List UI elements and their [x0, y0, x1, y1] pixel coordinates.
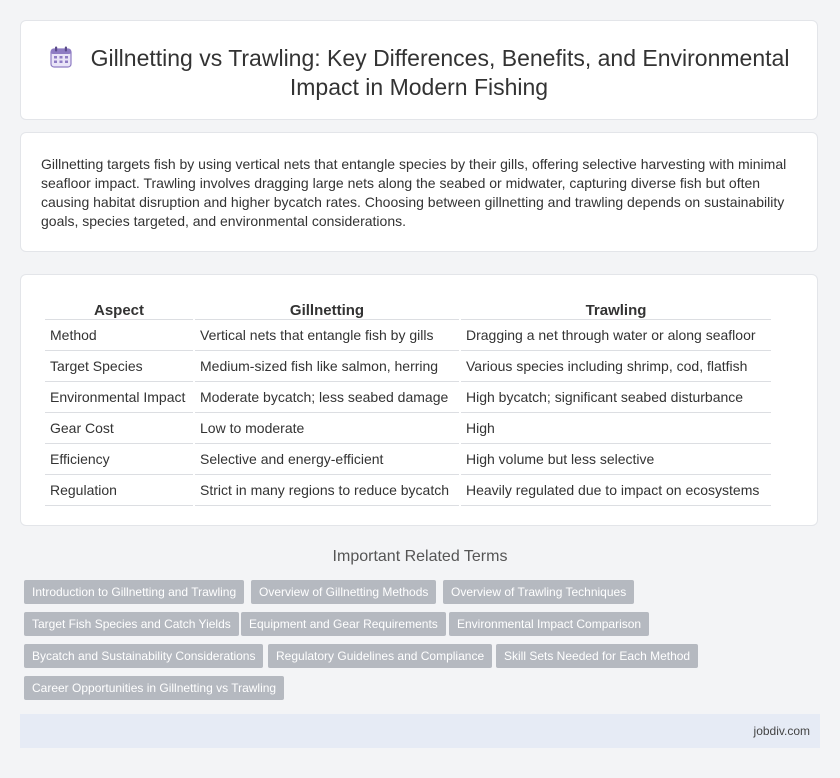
table-cell: Target Species	[45, 351, 193, 382]
table-row	[45, 351, 771, 382]
table-cell: Dragging a net through water or along seafloor	[461, 320, 771, 351]
table-cell: Strict in many regions to reduce bycatch	[195, 475, 459, 506]
title-card	[20, 20, 818, 120]
table-cell: Various species including shrimp, cod, flatfish	[461, 351, 771, 382]
table-row	[45, 475, 771, 506]
page-title	[21, 44, 817, 102]
related-tag-trawling-techniques[interactable]: Overview of Trawling Techniques	[443, 580, 634, 604]
related-tag-gillnetting-methods[interactable]: Overview of Gillnetting Methods	[251, 580, 436, 604]
related-tag-regulatory[interactable]: Regulatory Guidelines and Compliance	[268, 644, 492, 668]
table-cell: Regulation	[45, 475, 193, 506]
table-cell: High	[461, 413, 771, 444]
table-cell: Selective and energy-efficient	[195, 444, 459, 475]
related-tag-target-species[interactable]: Target Fish Species and Catch Yields	[24, 612, 239, 636]
related-tag-skill-sets[interactable]: Skill Sets Needed for Each Method	[496, 644, 698, 668]
related-tag-careers[interactable]: Career Opportunities in Gillnetting vs Trawling	[24, 676, 284, 700]
table-cell: Heavily regulated due to impact on ecosystems	[461, 475, 771, 506]
related-tag-intro[interactable]: Introduction to Gillnetting and Trawling	[24, 580, 244, 604]
footer-site-link[interactable]: jobdiv.com	[753, 724, 810, 738]
intro-card	[20, 132, 818, 252]
related-tag-bycatch[interactable]: Bycatch and Sustainability Considerations	[24, 644, 263, 668]
header-gillnetting: Gillnetting	[195, 295, 459, 320]
table-cell: Vertical nets that entangle fish by gills	[195, 320, 459, 351]
related-tag-equipment[interactable]: Equipment and Gear Requirements	[241, 612, 446, 636]
table-cell: Moderate bycatch; less seabed damage	[195, 382, 459, 413]
table-cell: Medium-sized fish like salmon, herring	[195, 351, 459, 382]
table-cell: Method	[45, 320, 193, 351]
related-terms-heading: Important Related Terms	[332, 548, 508, 565]
table-row	[45, 382, 771, 413]
table-cell: Low to moderate	[195, 413, 459, 444]
table-cell: Gear Cost	[45, 413, 193, 444]
table-cell: High bycatch; significant seabed disturbance	[461, 382, 771, 413]
table-row	[45, 413, 771, 444]
table-row	[45, 444, 771, 475]
header-trawling: Trawling	[461, 295, 771, 320]
footer	[20, 714, 820, 748]
comparison-table	[43, 295, 773, 506]
table-row	[45, 320, 771, 351]
table-cell: Efficiency	[45, 444, 193, 475]
related-tag-environmental-impact[interactable]: Environmental Impact Comparison	[449, 612, 649, 636]
calendar-icon	[49, 45, 73, 69]
header-aspect: Aspect	[45, 295, 193, 320]
intro-paragraph: Gillnetting targets fish by using vertical nets that entangle species by their gills, offering selective harvesting with minimal seafloor impact. Trawling involves dragging large nets along the seabed or midwater, capturing diverse fish but often causing habitat disruption and higher bycatch rates. Choosing between gillnetting and trawling depends on sustainability goals, species targeted, and environmental considerations.	[41, 156, 787, 229]
table-cell: High volume but less selective	[461, 444, 771, 475]
page-title-text: Gillnetting vs Trawling: Key Differences, Benefits, and Environmental Impact in Modern Fishing	[90, 45, 790, 100]
table-cell: Environmental Impact	[45, 382, 193, 413]
comparison-card	[20, 274, 818, 526]
table-header-row	[45, 295, 771, 320]
